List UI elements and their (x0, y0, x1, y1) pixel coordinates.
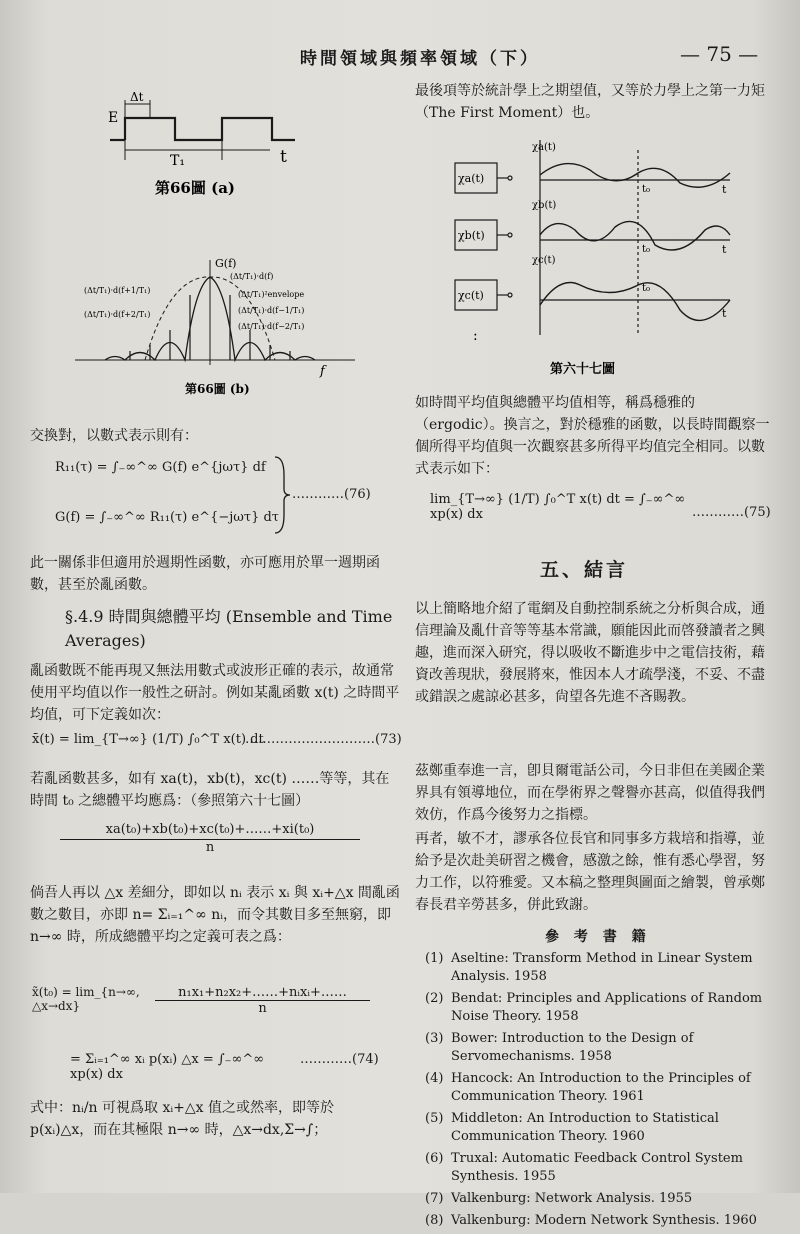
paragraph-conclusion-3: 再者，敏不才，謬承各位長官和同事多方栽培和指導，並給予是次赴美研習之機會，感激之餘，惟有悉心學習，努力工作，以符雅愛。又本稿之整理與圖面之繪製，曾承鄭春長君辛勞甚多，併此致謝。 (415, 831, 765, 913)
t0-label-b: t₀ (642, 244, 651, 255)
caption-66b: 第66圖 (b) (185, 382, 250, 396)
graph-label-xb: χb(t) (532, 200, 557, 211)
paragraph-first-moment: 最後項等於統計學上之期望值，又等於力學上之第一力矩（The First Moment）也。 (415, 83, 765, 121)
annotation-3: (Δt/T₁)²envelope (238, 290, 305, 299)
equation-74-number: …………(74) (300, 1052, 379, 1067)
conclusion-heading: 五、結言 (540, 559, 629, 581)
paragraph-ensemble: 若亂函數甚多，如有 xa(t)，xb(t)，xc(t) ……等等，其在時間 t₀ 之總體平均應爲：（參照第六十七圖） (30, 771, 390, 809)
paragraph-conclusion-2: 茲鄭重奉進一言，卽貝爾電話公司，今日非但在美國企業界具有領導地位，而在學術界之聲譽亦甚高，似值得我們效仿，作爲今後努力之指標。 (415, 763, 765, 823)
label-t: t (280, 147, 287, 167)
block-xc: χc(t) (458, 289, 484, 302)
block-xb: χb(t) (458, 229, 485, 242)
equation-ensemble-numerator: xa(t₀)+xb(t₀)+xc(t₀)+……+xi(t₀) (60, 822, 360, 840)
caption-66a: 第66圖 (a) (155, 179, 236, 197)
intro-text: 交換對，以數式表示則有： (30, 428, 198, 444)
equation-ensemble (60, 822, 360, 855)
label-T1: T₁ (170, 153, 185, 169)
caption-67: 第六十七圖 (550, 362, 616, 377)
t-label-a: t (722, 183, 727, 196)
figure-66a (100, 90, 340, 205)
equation-74-denominator: n (258, 1001, 267, 1016)
equation-74-fraction (155, 985, 370, 1016)
paragraph-random-function: 亂函數既不能再現又無法用數式或波形正確的表示，故通常使用平均值以作一般性之研討。例如某亂函數 x(t) 之時間平均值，可下定義如次： (30, 663, 400, 723)
equation-76-brace (272, 455, 292, 535)
annotation-5: (Δt/T₁)·d(f−2/T₁) (238, 322, 305, 331)
reference-item: (7) Valkenburg: Network Analysis. 1955 (425, 1191, 693, 1206)
equation-74-numerator: n₁x₁+n₂x₂+……+nᵢxᵢ+…… (155, 985, 370, 1001)
paragraph-conclusion-1: 以上簡略地介紹了電網及自動控制系統之分析與合成，通信理論及亂什音等等基本常識，願能因此而啓發讀者之興趣，進而深入研究，得以吸收不斷進步中之電信技術，藉資改善現狀，發展將來，惟因本人才疏學淺，不妥、不盡或錯誤之處諒必甚多，尙望各先進不吝賜教。 (415, 601, 765, 705)
reference-item: (8) Valkenburg: Modern Network Synthesis. 1960 (425, 1213, 757, 1228)
annotation-4: (Δt/T₁)·d(f−1/T₁) (238, 306, 305, 315)
graph-label-xa: χa(t) (532, 142, 556, 153)
equation-75: lim_{T→∞} (1/T) ∫₀^T x(t) dt = ∫₋∞^∞ xp(x) dx (430, 492, 686, 522)
references-heading: 參 考 書 籍 (545, 929, 651, 945)
equation-73-number: …………………………(73) (245, 732, 402, 747)
equation-76-number: …………(76) (292, 487, 371, 502)
t-label-c: t (722, 307, 727, 320)
reference-item: (5) Middleton: An Introduction to Statistical Communication Theory. 1960 (425, 1111, 719, 1144)
equation-ensemble-denominator: n (205, 840, 215, 855)
reference-item: (1) Aseltine: Transform Method in Linear System Analysis. 1958 (425, 951, 753, 984)
section-4-9-heading: §.4.9 時間與總體平均 (Ensemble and Time Averages) (65, 607, 393, 650)
figure-67 (440, 135, 740, 380)
reference-item: (3) Bower: Introduction to the Design of Servomechanisms. 1958 (425, 1031, 694, 1064)
reference-item: (4) Hancock: An Introduction to the Principles of Communication Theory. 1961 (425, 1071, 751, 1104)
page-number: — 75 — (680, 42, 759, 66)
paragraph-ergodic: 如時間平均值與總體平均值相等，稱爲穩雅的（ergodic）。換言之，對於穩雅的函數，以長時間觀察一個所得平均值與一次觀察甚多所得平均值完全相同。以數式表示如下： (415, 395, 770, 477)
reference-item: (2) Bendat: Principles and Applications of Random Noise Theory. 1958 (425, 991, 763, 1024)
t0-label-a: t₀ (642, 184, 651, 195)
figure-66b (70, 255, 370, 400)
label-f: f (320, 364, 325, 379)
label-E: E (108, 110, 119, 126)
label-Gf: G(f) (215, 257, 237, 270)
annotation-2: (Δt/T₁)·d(f) (230, 272, 274, 281)
equation-74-lhs: x̃(t₀) = lim_{n→∞, △x→dx} (32, 985, 140, 1013)
block-xa: χa(t) (458, 172, 485, 185)
continuation-dots: : (473, 328, 478, 344)
label-dt: Δt (130, 90, 144, 104)
equation-76-top: R₁₁(τ) = ∫₋∞^∞ G(f) e^{jωτ} df (55, 460, 266, 475)
t-label-b: t (722, 243, 727, 256)
running-header: 時間領域與頻率領域（下） (300, 49, 540, 69)
equation-73: x̄(t) = lim_{T→∞} (1/T) ∫₀^T x(t) dt (32, 732, 264, 747)
reference-item: (6) Truxal: Automatic Feedback Control System Synthesis. 1955 (425, 1151, 743, 1184)
annotation-6: (Δt/T₁)·d(f+2/T₁) (84, 310, 151, 319)
paragraph-subdivide: 倘吾人再以 △x 差細分，即如以 nᵢ 表示 xᵢ 與 xᵢ+△x 間亂函數之數目，亦即 n= Σᵢ₌₁^∞ nᵢ，而令其數目多至無窮，即 n→∞ 時，所成總體平均之定義可表之爲： (30, 885, 400, 945)
equation-74-rhs: = Σᵢ₌₁^∞ xᵢ p(xᵢ) △x = ∫₋∞^∞ xp(x) dx (70, 1052, 265, 1082)
paragraph-periodic: 此一關係非但適用於週期性函數，亦可應用於單一週期函數，甚至於亂函數。 (30, 555, 380, 593)
equation-76-bottom: G(f) = ∫₋∞^∞ R₁₁(τ) e^{−jωτ} dτ (55, 510, 279, 525)
paragraph-probability: 式中：nᵢ/n 可視爲取 xᵢ+△x 值之或然率，即等於 p(xᵢ)△x，而在其極限 n→∞ 時，△x→dx,Σ→∫； (30, 1100, 335, 1138)
annotation-1: (Δt/T₁)·d(f+1/T₁) (84, 286, 151, 295)
references-list (425, 950, 785, 1234)
graph-label-xc: χc(t) (532, 255, 556, 266)
t0-label-c: t₀ (642, 283, 651, 294)
equation-75-number: …………(75) (692, 505, 771, 520)
